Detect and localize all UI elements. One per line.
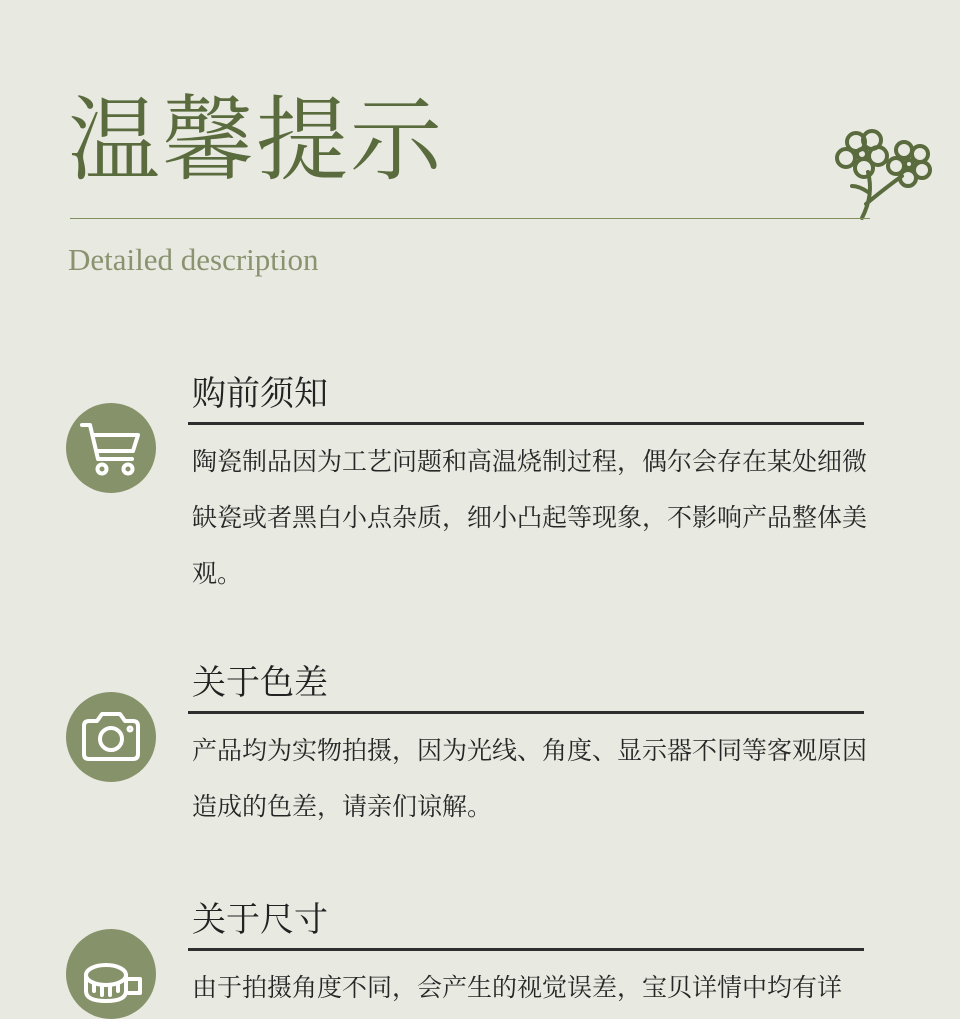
page-subtitle: Detailed description [68, 242, 319, 277]
icon-badge [66, 403, 156, 493]
flower-icon [832, 126, 936, 222]
section-divider [188, 948, 864, 951]
section-body: 产品均为实物拍摄，因为光线、角度、显示器不同等客观原因造成的色差，请亲们谅解。 [192, 736, 868, 821]
page-title: 温馨提示 [68, 87, 445, 194]
section-body: 陶瓷制品因为工艺问题和高温烧制过程，偶尔会存在某处细微缺瓷或者黑白小点杂质，细小凸起等现象，不影响产品整体美观。 [192, 447, 868, 588]
icon-badge [66, 692, 156, 782]
section-divider [188, 711, 864, 714]
camera-icon [66, 692, 156, 782]
icon-badge [66, 929, 156, 1019]
tape-measure-icon [66, 929, 156, 1019]
section-heading: 购前须知 [192, 374, 328, 414]
title-divider [70, 218, 870, 219]
section-heading: 关于色差 [192, 663, 328, 703]
section-body: 由于拍摄角度不同，会产生的视觉误差，宝贝详情中均有详 [192, 973, 843, 1002]
cart-icon [66, 403, 156, 493]
section-heading: 关于尺寸 [192, 900, 328, 940]
section-divider [188, 422, 864, 425]
